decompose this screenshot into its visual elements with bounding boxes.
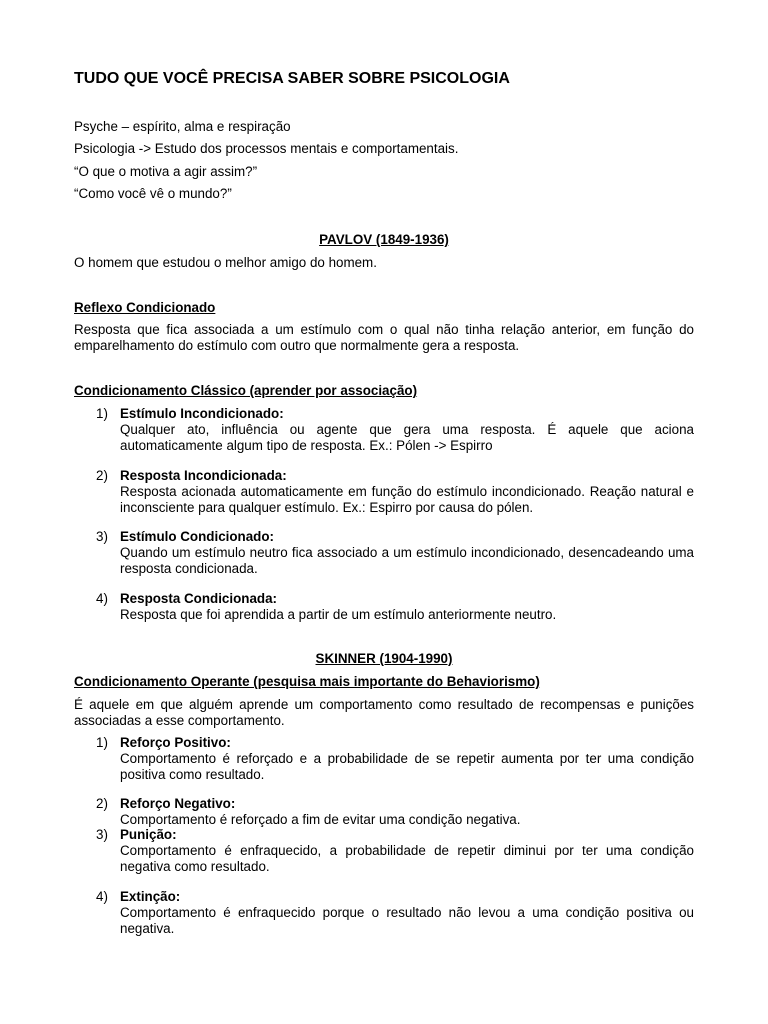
item-label: Estímulo Incondicionado: bbox=[120, 406, 284, 421]
item-number: 4) bbox=[96, 591, 108, 606]
classico-heading: Condicionamento Clássico (aprender por associação) bbox=[74, 383, 418, 398]
intro-line-psyche: Psyche – espírito, alma e respiração bbox=[74, 119, 291, 134]
item-text: Comportamento é reforçado e a probabilidade de se repetir aumenta por ter uma condição positiva como resultado. bbox=[120, 751, 694, 782]
item-number: 2) bbox=[96, 796, 108, 811]
intro-line-psicologia: Psicologia -> Estudo dos processos mentais e comportamentais. bbox=[74, 141, 459, 156]
reflexo-heading: Reflexo Condicionado bbox=[74, 300, 216, 315]
item-label: Resposta Condicionada: bbox=[120, 591, 277, 606]
operante-text: É aquele em que alguém aprende um comportamento como resultado de recompensas e punições associadas a esse comportamento. bbox=[74, 697, 694, 728]
intro-line-question-1: “O que o motiva a agir assim?” bbox=[74, 164, 258, 179]
item-number: 4) bbox=[96, 889, 108, 904]
item-label: Estímulo Condicionado: bbox=[120, 529, 274, 544]
item-number: 1) bbox=[96, 406, 108, 421]
item-label: Punição: bbox=[120, 827, 177, 842]
item-label: Reforço Negativo: bbox=[120, 796, 236, 811]
page-title: TUDO QUE VOCÊ PRECISA SABER SOBRE PSICOLOGIA bbox=[74, 70, 510, 87]
item-label: Reforço Positivo: bbox=[120, 735, 231, 750]
operante-heading: Condicionamento Operante (pesquisa mais importante do Behaviorismo) bbox=[74, 674, 540, 689]
item-text: Comportamento é enfraquecido, a probabilidade de repetir diminui por ter uma condição negativa como resultado. bbox=[120, 843, 694, 874]
item-text: Resposta acionada automaticamente em função do estímulo incondicionado. Reação natural e inconsciente para qualquer estímulo. Ex.: Espirro por causa do pólen. bbox=[120, 484, 694, 515]
item-text: Qualquer ato, influência ou agente que gera uma resposta. É aquele que aciona automaticamente algum tipo de resposta. Ex.: Pólen -> Espirro bbox=[120, 422, 694, 453]
item-text: Comportamento é enfraquecido porque o resultado não levou a uma condição positiva ou negativa. bbox=[120, 905, 694, 936]
skinner-heading: SKINNER (1904-1990) bbox=[315, 651, 453, 666]
item-label: Extinção: bbox=[120, 889, 181, 904]
item-number: 3) bbox=[96, 827, 108, 842]
item-text: Quando um estímulo neutro fica associado a um estímulo incondicionado, desencadeando uma resposta condicionada. bbox=[120, 545, 694, 576]
pavlov-heading: PAVLOV (1849-1936) bbox=[319, 232, 449, 247]
item-number: 3) bbox=[96, 529, 108, 544]
item-text: Comportamento é reforçado a fim de evitar uma condição negativa. bbox=[120, 812, 521, 827]
item-label: Resposta Incondicionada: bbox=[120, 468, 287, 483]
intro-line-question-2: “Como você vê o mundo?” bbox=[74, 186, 232, 201]
item-number: 1) bbox=[96, 735, 108, 750]
pavlov-subtitle: O homem que estudou o melhor amigo do homem. bbox=[74, 255, 377, 270]
item-number: 2) bbox=[96, 468, 108, 483]
reflexo-text: Resposta que fica associada a um estímulo com o qual não tinha relação anterior, em função do emparelhamento do estímulo com outro que normalmente gera a resposta. bbox=[74, 322, 694, 353]
item-text: Resposta que foi aprendida a partir de um estímulo anteriormente neutro. bbox=[120, 607, 557, 622]
